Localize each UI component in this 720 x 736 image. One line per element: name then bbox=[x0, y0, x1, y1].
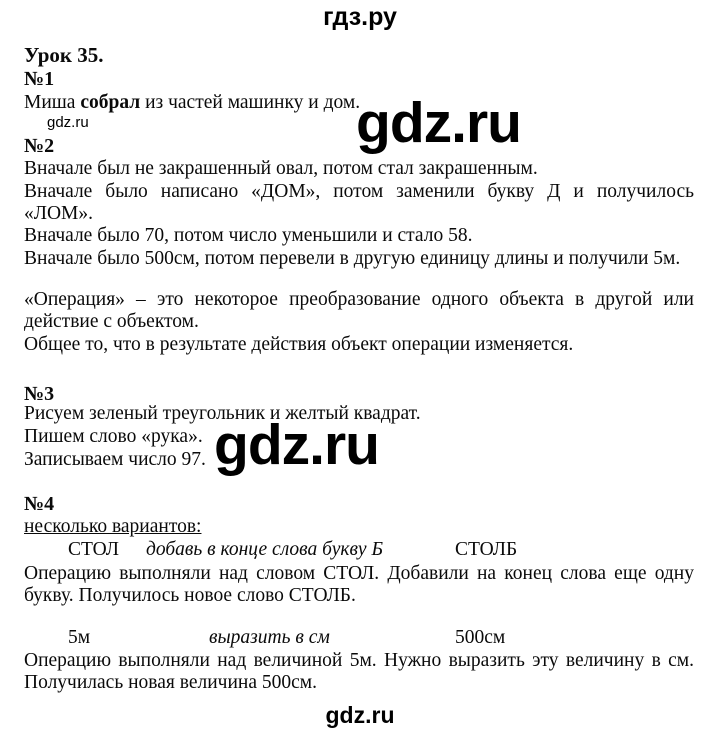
task2-label: №2 bbox=[24, 135, 55, 157]
site-logo-header: гдз.ру bbox=[323, 3, 397, 31]
task3-line: Рисуем зеленый треугольник и желтый квадрат. bbox=[24, 403, 421, 424]
example1-result: СТОЛБ bbox=[455, 539, 518, 560]
example2-result: 500см bbox=[455, 627, 506, 648]
task2-line: Вначале был не закрашенный овал, потом стал закрашенным. bbox=[24, 158, 538, 179]
task2-line: «ЛОМ». bbox=[24, 203, 94, 224]
example1-object: СТОЛ bbox=[68, 539, 119, 560]
task3-label: №3 bbox=[24, 383, 55, 405]
task4-label: №4 bbox=[24, 493, 55, 515]
task4-subtitle: несколько вариантов: bbox=[24, 516, 202, 537]
watermark-small: gdz.ru bbox=[47, 114, 89, 131]
definition-line: «Операция» – это некоторое преобразование одного объекта в другой или bbox=[24, 289, 694, 310]
example1-operation: добавь в конце слова букву Б bbox=[146, 539, 383, 560]
watermark-large-1: gdz.ru bbox=[356, 91, 521, 155]
definition-line: Общее то, что в результате действия объект операции изменяется. bbox=[24, 334, 574, 355]
task4-example2-line: Операцию выполняли над величиной 5м. Нужно выразить эту величину в см. bbox=[24, 650, 694, 671]
example2-object: 5м bbox=[68, 627, 91, 648]
task1-label: №1 bbox=[24, 68, 55, 90]
task2-line: Вначале было написано «ДОМ», потом заменили букву Д и получилось bbox=[24, 181, 694, 202]
task4-example1-row bbox=[24, 538, 694, 561]
watermark-large-2: gdz.ru bbox=[214, 413, 379, 477]
task4-example1-line: Операцию выполняли над словом СТОЛ. Добавили на конец слова еще одну bbox=[24, 563, 694, 584]
site-logo-footer: gdz.ru bbox=[325, 702, 395, 728]
task2-line: Вначале было 500см, потом перевели в другую единицу длины и получили 5м. bbox=[24, 248, 681, 269]
task3-line: Пишем слово «рука». bbox=[24, 426, 203, 447]
task1-text-bold: собрал bbox=[80, 92, 141, 113]
task1-text-pre: Миша bbox=[24, 92, 81, 113]
task3-line: Записываем число 97. bbox=[24, 449, 206, 470]
definition-line: действие с объектом. bbox=[24, 311, 199, 332]
task4-example2-line: Получилась новая величина 500см. bbox=[24, 672, 317, 693]
task2-line: Вначале было 70, потом число уменьшили и стало 58. bbox=[24, 225, 473, 246]
task1-text-post: из частей машинку и дом. bbox=[140, 92, 361, 113]
example2-operation: выразить в см bbox=[209, 627, 330, 648]
lesson-title: Урок 35. bbox=[24, 43, 104, 67]
task4-example2-row bbox=[24, 626, 694, 649]
task4-example1-line: букву. Получилось новое слово СТОЛБ. bbox=[24, 585, 356, 606]
